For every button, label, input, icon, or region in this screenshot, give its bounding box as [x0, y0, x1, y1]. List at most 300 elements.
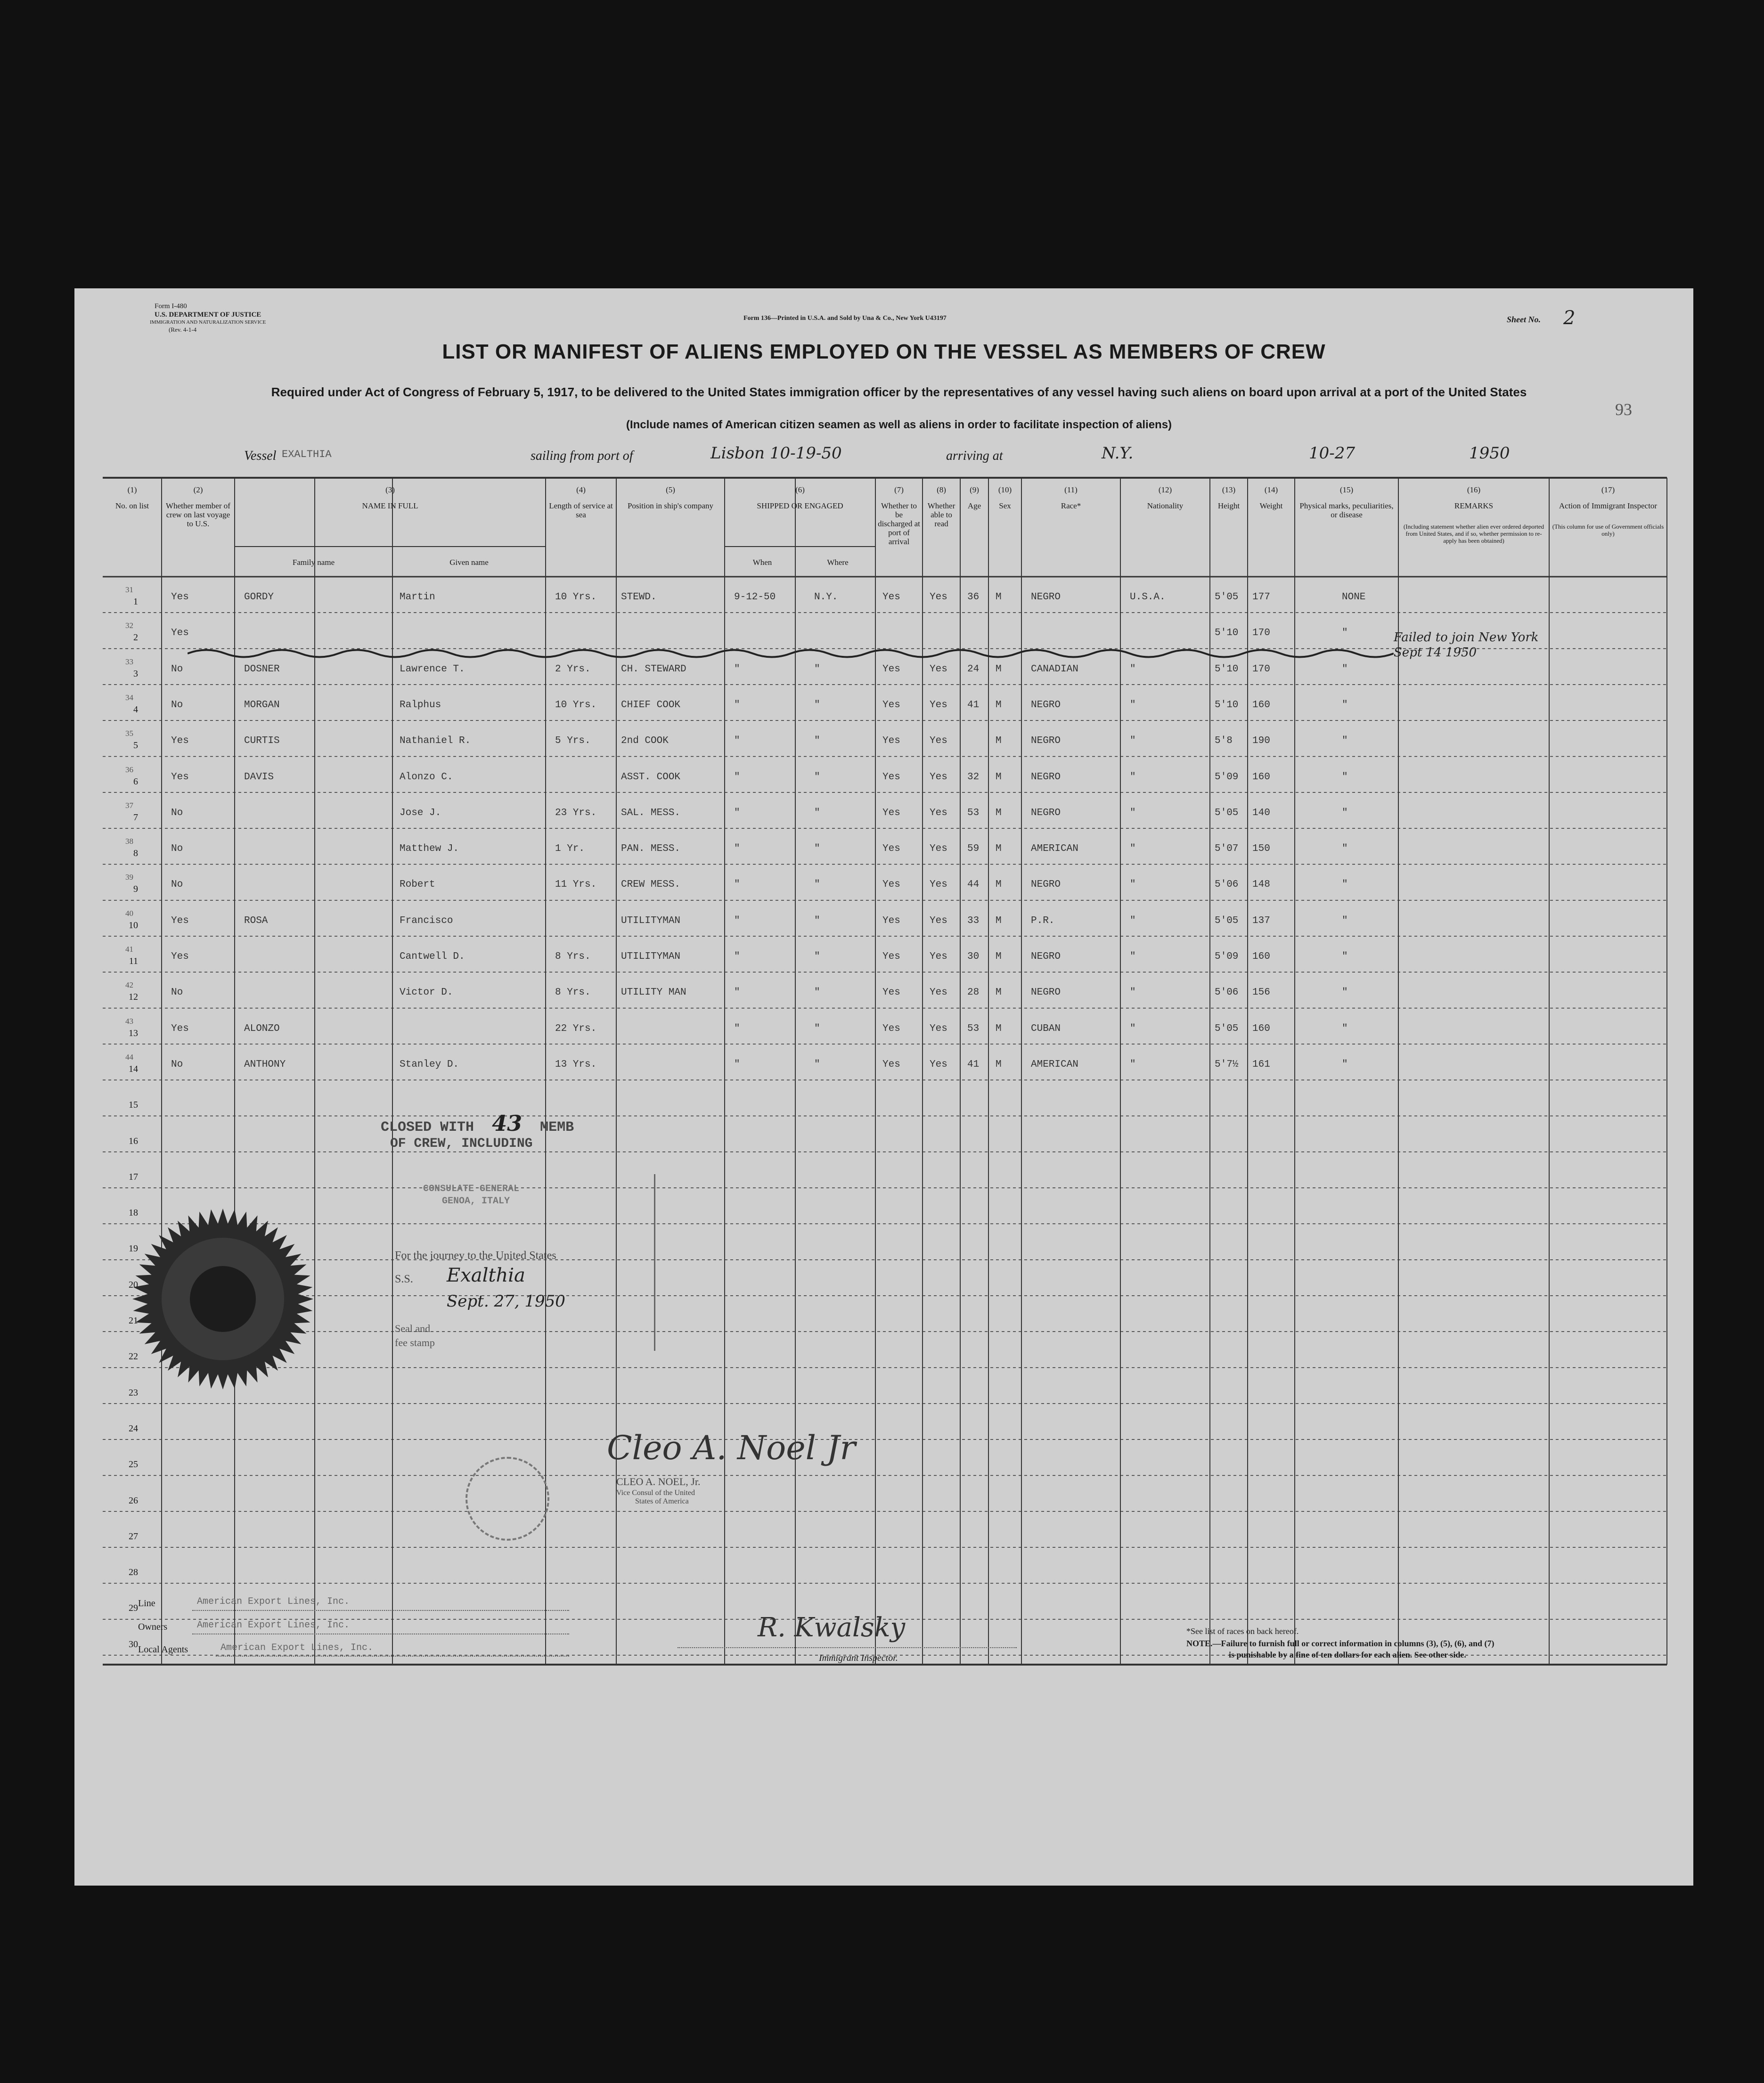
owners-label: Owners [138, 1622, 168, 1632]
line-label: Line [138, 1598, 155, 1609]
cell-where: " [814, 807, 820, 818]
consulate-box [390, 1174, 655, 1351]
cell-when: " [734, 699, 740, 711]
cell-race: P.R. [1031, 915, 1055, 926]
cell-svc: 13 Yrs. [555, 1059, 597, 1070]
cell-when: " [734, 663, 740, 675]
column-label: NAME IN FULL [362, 501, 418, 510]
prior-row-number: 41 [125, 945, 133, 954]
cell-age: 53 [967, 807, 980, 818]
cell-nat: " [1130, 915, 1136, 926]
row-number: 9 [133, 884, 138, 895]
column-number: (12) [1158, 485, 1172, 494]
prior-row-number: 31 [125, 585, 133, 595]
cell-marks: " [1342, 735, 1348, 747]
cell-wt: 161 [1252, 1059, 1270, 1070]
cell-ht: 5'05 [1215, 915, 1239, 926]
row-number: 18 [129, 1208, 138, 1218]
arrival-year: 1950 [1469, 444, 1510, 463]
column-number: (2) [193, 485, 203, 494]
cell-svc: 2 Yrs. [555, 663, 591, 675]
cell-given: Robert [400, 879, 435, 890]
cell-dis: Yes [882, 592, 900, 603]
subtitle-note: (Include names of American citizen seamen as well as aliens in order to facilitate inspection of aliens) [626, 418, 1172, 431]
cell-given: Ralphus [400, 699, 441, 711]
printer-line: Form 136—Printed in U.S.A. and Sold by Una & Co., New York U43197 [743, 315, 947, 322]
row-number: 8 [133, 848, 138, 859]
cell-race: NEGRO [1031, 951, 1061, 963]
cell-wt: 160 [1252, 951, 1270, 963]
cell-sex: M [996, 951, 1002, 963]
cell-svc: 8 Yrs. [555, 951, 591, 963]
cell-given: Lawrence T. [400, 663, 465, 675]
cell-dis: Yes [882, 807, 900, 818]
cell-ht: 5'10 [1215, 699, 1239, 711]
cell-age: 41 [967, 699, 980, 711]
ss-value: Exalthia [447, 1265, 525, 1286]
cell-dis: Yes [882, 735, 900, 747]
prior-row-number: 39 [125, 873, 133, 882]
consul-round-stamp [466, 1457, 549, 1541]
row-number: 25 [129, 1459, 138, 1470]
cell-ht: 5'8 [1215, 735, 1233, 747]
cell-where: " [814, 663, 820, 675]
column-label: Whether able to read [927, 501, 956, 528]
column-sublabel: Family name [292, 558, 335, 567]
cell-marks: " [1342, 628, 1348, 639]
row-number: 14 [129, 1063, 138, 1074]
column-number: (3) [385, 485, 395, 494]
cell-given: Matthew J. [400, 843, 459, 855]
remark-failed-to-join: Failed to join New York Sept 14 1950 [1394, 630, 1539, 660]
consulate-city: GENOA, ITALY [442, 1196, 510, 1207]
cell-where: " [814, 735, 820, 747]
cell-wt: 190 [1252, 735, 1270, 747]
cell-age: 36 [967, 592, 980, 603]
cell-ht: 5'09 [1215, 951, 1239, 963]
cell-voy: No [171, 843, 183, 855]
fee-stamp: fee stamp [395, 1337, 435, 1348]
cell-nat: " [1130, 735, 1136, 747]
cell-wt: 148 [1252, 879, 1270, 890]
cell-age: 24 [967, 663, 980, 675]
cell-sex: M [996, 807, 1002, 818]
cell-sex: M [996, 843, 1002, 855]
cell-read: Yes [930, 915, 947, 926]
cell-svc: 1 Yr. [555, 843, 585, 855]
row-number: 24 [129, 1423, 138, 1434]
cell-voy: No [171, 1059, 183, 1070]
cell-sex: M [996, 699, 1002, 711]
closed-stamp-line1: CLOSED WITH 43 MEMB [381, 1111, 574, 1136]
prior-row-number: 37 [125, 801, 133, 810]
cell-nat: U.S.A. [1130, 592, 1166, 603]
row-number: 12 [129, 992, 138, 1003]
cell-pos: CREW MESS. [621, 879, 681, 890]
cell-given: Nathaniel R. [400, 735, 471, 747]
penalty-note-cont: is punishable by a fine of ten dollars for each alien. See other side. [1229, 1650, 1466, 1659]
cell-nat: " [1130, 987, 1136, 998]
cell-race: CANADIAN [1031, 663, 1078, 675]
cell-pos: 2nd COOK [621, 735, 669, 747]
penalty-note: NOTE.—Failure to furnish full or correct information in columns (3), (5), (6), and (7) [1186, 1639, 1494, 1648]
column-label: Sex [999, 501, 1011, 510]
cell-dis: Yes [882, 699, 900, 711]
cell-family: DAVIS [244, 771, 274, 783]
cell-wt: 160 [1252, 771, 1270, 783]
agents-label: Local Agents [138, 1644, 188, 1655]
column-number: (6) [795, 485, 805, 494]
arriving-value: N.Y. [1102, 444, 1134, 463]
cell-race: NEGRO [1031, 807, 1061, 818]
cell-race: NEGRO [1031, 735, 1061, 747]
column-label: Race* [1061, 501, 1081, 510]
cell-where: " [814, 771, 820, 783]
cell-given: Victor D. [400, 987, 453, 998]
column-number: (4) [576, 485, 586, 494]
cell-svc: 8 Yrs. [555, 987, 591, 998]
cell-marks: " [1342, 699, 1348, 711]
cell-dis: Yes [882, 1023, 900, 1034]
column-label: SHIPPED OR ENGAGED [757, 501, 843, 510]
inspector-label: Immigrant Inspector. [819, 1653, 898, 1663]
vessel-label: Vessel [244, 449, 277, 463]
column-label: Action of Immigrant Inspector [1559, 501, 1658, 510]
cell-marks: " [1342, 1059, 1348, 1070]
cell-race: AMERICAN [1031, 843, 1078, 855]
column-label: Physical marks, peculiarities, or disease [1299, 501, 1394, 519]
cell-family: CURTIS [244, 735, 280, 747]
cell-where: " [814, 1023, 820, 1034]
cell-marks: " [1342, 807, 1348, 818]
cell-when: 9-12-50 [734, 592, 776, 603]
column-label: Position in ship's company [627, 501, 714, 510]
cell-sex: M [996, 879, 1002, 890]
cell-sex: M [996, 771, 1002, 783]
cell-marks: " [1342, 951, 1348, 963]
cell-dis: Yes [882, 771, 900, 783]
cell-sex: M [996, 592, 1002, 603]
cell-given: Cantwell D. [400, 951, 465, 963]
cell-where: " [814, 951, 820, 963]
cell-race: NEGRO [1031, 879, 1061, 890]
cell-when: " [734, 915, 740, 926]
cell-when: " [734, 843, 740, 855]
cell-where: " [814, 1059, 820, 1070]
cell-pos: UTILITY MAN [621, 987, 686, 998]
column-note: (This column for use of Government officials only) [1552, 523, 1664, 537]
cell-sex: M [996, 987, 1002, 998]
cell-given: Francisco [400, 915, 453, 926]
cell-svc: 23 Yrs. [555, 807, 597, 818]
column-number: (16) [1467, 485, 1481, 494]
cell-nat: " [1130, 807, 1136, 818]
column-number: (13) [1222, 485, 1236, 494]
cell-pos: STEWD. [621, 592, 657, 603]
cell-svc: 11 Yrs. [555, 879, 597, 890]
row-number: 19 [129, 1243, 138, 1254]
vessel-value: EXALTHIA [282, 449, 332, 460]
cell-wt: 150 [1252, 843, 1270, 855]
races-note: *See list of races on back hereof. [1186, 1626, 1299, 1636]
cell-voy: No [171, 699, 183, 711]
cell-read: Yes [930, 735, 947, 747]
prior-row-number: 38 [125, 837, 133, 846]
seal-and: Seal and [395, 1323, 431, 1334]
row-number: 27 [129, 1531, 138, 1542]
cell-family: ANTHONY [244, 1059, 286, 1070]
column-label: Nationality [1147, 501, 1184, 510]
cell-given: Jose J. [400, 807, 441, 818]
cell-wt: 170 [1252, 628, 1270, 639]
cell-wt: 156 [1252, 987, 1270, 998]
cell-svc: 22 Yrs. [555, 1023, 597, 1034]
row-number: 29 [129, 1603, 138, 1614]
cell-read: Yes [930, 843, 947, 855]
cell-read: Yes [930, 592, 947, 603]
cell-age: 32 [967, 771, 980, 783]
inspector-signature: R. Kwalsky [758, 1612, 906, 1643]
cell-pos: CHIEF COOK [621, 699, 681, 711]
cell-voy: Yes [171, 735, 189, 747]
cell-when: " [734, 987, 740, 998]
agents-value: American Export Lines, Inc. [220, 1642, 374, 1653]
cell-dis: Yes [882, 915, 900, 926]
cell-marks: " [1342, 663, 1348, 675]
row-number: 2 [133, 632, 138, 643]
cell-age: 33 [967, 915, 980, 926]
cell-voy: Yes [171, 951, 189, 963]
row-number: 6 [133, 776, 138, 787]
cell-wt: 160 [1252, 1023, 1270, 1034]
service-line: IMMIGRATION AND NATURALIZATION SERVICE [150, 319, 266, 325]
prior-row-number: 34 [125, 693, 133, 702]
cell-ht: 5'07 [1215, 843, 1239, 855]
column-label: Length of service at sea [549, 501, 613, 519]
consul-title2: States of America [635, 1497, 689, 1505]
column-number: (7) [894, 485, 904, 494]
row-number: 4 [133, 704, 138, 715]
cell-age: 41 [967, 1059, 980, 1070]
cell-wt: 177 [1252, 592, 1270, 603]
column-number: (8) [937, 485, 946, 494]
cell-when: " [734, 771, 740, 783]
cell-marks: " [1342, 879, 1348, 890]
cell-read: Yes [930, 699, 947, 711]
column-label: Age [967, 501, 981, 510]
row-number: 21 [129, 1315, 138, 1326]
column-number: (10) [998, 485, 1012, 494]
cell-pos: PAN. MESS. [621, 843, 681, 855]
row-number: 11 [129, 956, 138, 967]
column-label: REMARKS [1454, 501, 1494, 510]
row-number: 23 [129, 1387, 138, 1398]
cell-marks: " [1342, 915, 1348, 926]
cell-ht: 5'05 [1215, 592, 1239, 603]
cell-race: NEGRO [1031, 592, 1061, 603]
cell-read: Yes [930, 879, 947, 890]
cell-when: " [734, 1023, 740, 1034]
cell-ht: 5'05 [1215, 807, 1239, 818]
cell-age: 59 [967, 843, 980, 855]
cell-family: MORGAN [244, 699, 280, 711]
cell-family: GORDY [244, 592, 274, 603]
cell-age: 28 [967, 987, 980, 998]
sailing-value: Lisbon 10-19-50 [710, 444, 842, 463]
cell-read: Yes [930, 771, 947, 783]
column-number: (14) [1264, 485, 1278, 494]
cell-family: ROSA [244, 915, 268, 926]
cell-nat: " [1130, 879, 1136, 890]
cell-sex: M [996, 1059, 1002, 1070]
cell-voy: No [171, 663, 183, 675]
sailing-label: sailing from port of [531, 449, 633, 463]
prior-row-number: 44 [125, 1052, 133, 1062]
row-number: 17 [129, 1171, 138, 1182]
cell-marks: " [1342, 843, 1348, 855]
cell-when: " [734, 807, 740, 818]
prior-row-number: 33 [125, 657, 133, 666]
cell-ht: 5'06 [1215, 879, 1239, 890]
cell-voy: Yes [171, 771, 189, 783]
cell-where: " [814, 699, 820, 711]
cell-voy: Yes [171, 592, 189, 603]
consul-signature: Cleo A. Noel Jr [607, 1429, 856, 1467]
sheet-label: Sheet No. [1507, 315, 1541, 324]
cell-nat: " [1130, 1059, 1136, 1070]
cell-family: DOSNER [244, 663, 280, 675]
cell-nat: " [1130, 663, 1136, 675]
cell-when: " [734, 951, 740, 963]
column-label: Whether to be discharged at port of arrival [878, 501, 920, 546]
cell-dis: Yes [882, 987, 900, 998]
cell-voy: No [171, 987, 183, 998]
cell-voy: Yes [171, 915, 189, 926]
cell-nat: " [1130, 771, 1136, 783]
cell-where: " [814, 915, 820, 926]
row-number: 3 [133, 668, 138, 679]
consul-title: Vice Consul of the United [616, 1489, 695, 1497]
column-note: (Including statement whether alien ever ordered deported from United States, and if so, whether permission to re-apply has been obtained) [1403, 523, 1544, 544]
row-number: 13 [129, 1028, 138, 1038]
row-number: 28 [129, 1567, 138, 1578]
prior-row-number: 40 [125, 908, 133, 918]
revision-line: (Rev. 4-1-4 [169, 326, 197, 333]
cell-age: 44 [967, 879, 980, 890]
cell-dis: Yes [882, 951, 900, 963]
column-number: (11) [1064, 485, 1078, 494]
cell-voy: No [171, 879, 183, 890]
cell-nat: " [1130, 1023, 1136, 1034]
strike-through-line [188, 646, 1394, 661]
cell-nat: " [1130, 951, 1136, 963]
cell-when: " [734, 1059, 740, 1070]
owners-value: American Export Lines, Inc. [197, 1620, 350, 1631]
cell-family: ALONZO [244, 1023, 280, 1034]
cell-svc: 5 Yrs. [555, 735, 591, 747]
row-number: 15 [129, 1100, 138, 1111]
page-number: 93 [1615, 400, 1632, 419]
embossed-seal [131, 1207, 315, 1391]
cell-pos: UTILITYMAN [621, 915, 681, 926]
row-number: 5 [133, 740, 138, 751]
cell-given: Stanley D. [400, 1059, 459, 1070]
column-label: Weight [1259, 501, 1283, 510]
cell-voy: Yes [171, 1023, 189, 1034]
cell-where: " [814, 987, 820, 998]
cell-ht: 5'7½ [1215, 1059, 1239, 1070]
row-number: 10 [129, 920, 138, 931]
footer-rule [216, 1656, 569, 1657]
inspector-rule [678, 1647, 1017, 1648]
cell-dis: Yes [882, 663, 900, 675]
cell-age: 53 [967, 1023, 980, 1034]
cell-race: AMERICAN [1031, 1059, 1078, 1070]
cell-ht: 5'09 [1215, 771, 1239, 783]
subtitle-act: Required under Act of Congress of February 5, 1917, to be delivered to the United States immigration officer by the representatives of any vessel having such aliens on board upon arrival at a port of the United States [271, 385, 1527, 399]
cell-dis: Yes [882, 843, 900, 855]
column-number: (9) [970, 485, 979, 494]
consul-name: CLEO A. NOEL, Jr. [616, 1476, 701, 1487]
cell-pos: CH. STEWARD [621, 663, 686, 675]
column-sublabel: When [752, 558, 772, 567]
row-number: 16 [129, 1135, 138, 1146]
cell-marks: " [1342, 771, 1348, 783]
cell-race: NEGRO [1031, 771, 1061, 783]
cell-race: NEGRO [1031, 699, 1061, 711]
cell-marks: " [1342, 987, 1348, 998]
cell-voy: Yes [171, 628, 189, 639]
footer-rule [192, 1610, 569, 1611]
cell-nat: " [1130, 843, 1136, 855]
cell-read: Yes [930, 1023, 947, 1034]
prior-row-number: 36 [125, 765, 133, 774]
cell-read: Yes [930, 987, 947, 998]
page-title: LIST OR MANIFEST OF ALIENS EMPLOYED ON THE VESSEL AS MEMBERS OF CREW [442, 340, 1326, 363]
consulate-name: CONSULATE GENERAL [423, 1184, 520, 1194]
cell-race: NEGRO [1031, 987, 1061, 998]
cell-wt: 170 [1252, 663, 1270, 675]
cell-dis: Yes [882, 1059, 900, 1070]
cell-sex: M [996, 735, 1002, 747]
column-sublabel: Given name [449, 558, 489, 567]
cell-wt: 140 [1252, 807, 1270, 818]
ss-label: S.S. [395, 1273, 413, 1285]
cell-sex: M [996, 1023, 1002, 1034]
row-number: 26 [129, 1495, 138, 1506]
cell-given: Alonzo C. [400, 771, 453, 783]
arrival-date: 10-27 [1309, 444, 1356, 463]
column-number: (1) [127, 485, 137, 494]
column-number: (17) [1601, 485, 1615, 494]
row-number: 1 [133, 596, 138, 607]
cell-svc: 10 Yrs. [555, 592, 597, 603]
column-label: Whether member of crew on last voyage to U.S. [166, 501, 230, 528]
prior-row-number: 42 [125, 980, 133, 990]
department-line: U.S. DEPARTMENT OF JUSTICE [155, 311, 261, 319]
row-number: 30 [129, 1639, 138, 1650]
cell-marks: " [1342, 1023, 1348, 1034]
cell-ht: 5'06 [1215, 987, 1239, 998]
cell-voy: No [171, 807, 183, 818]
cell-where: N.Y. [814, 592, 838, 603]
cell-marks: NONE [1342, 592, 1366, 603]
column-number: (15) [1339, 485, 1354, 494]
journey-line: For the journey to the United States [395, 1250, 556, 1262]
cell-read: Yes [930, 951, 947, 963]
cell-dis: Yes [882, 879, 900, 890]
column-label: Height [1217, 501, 1240, 510]
